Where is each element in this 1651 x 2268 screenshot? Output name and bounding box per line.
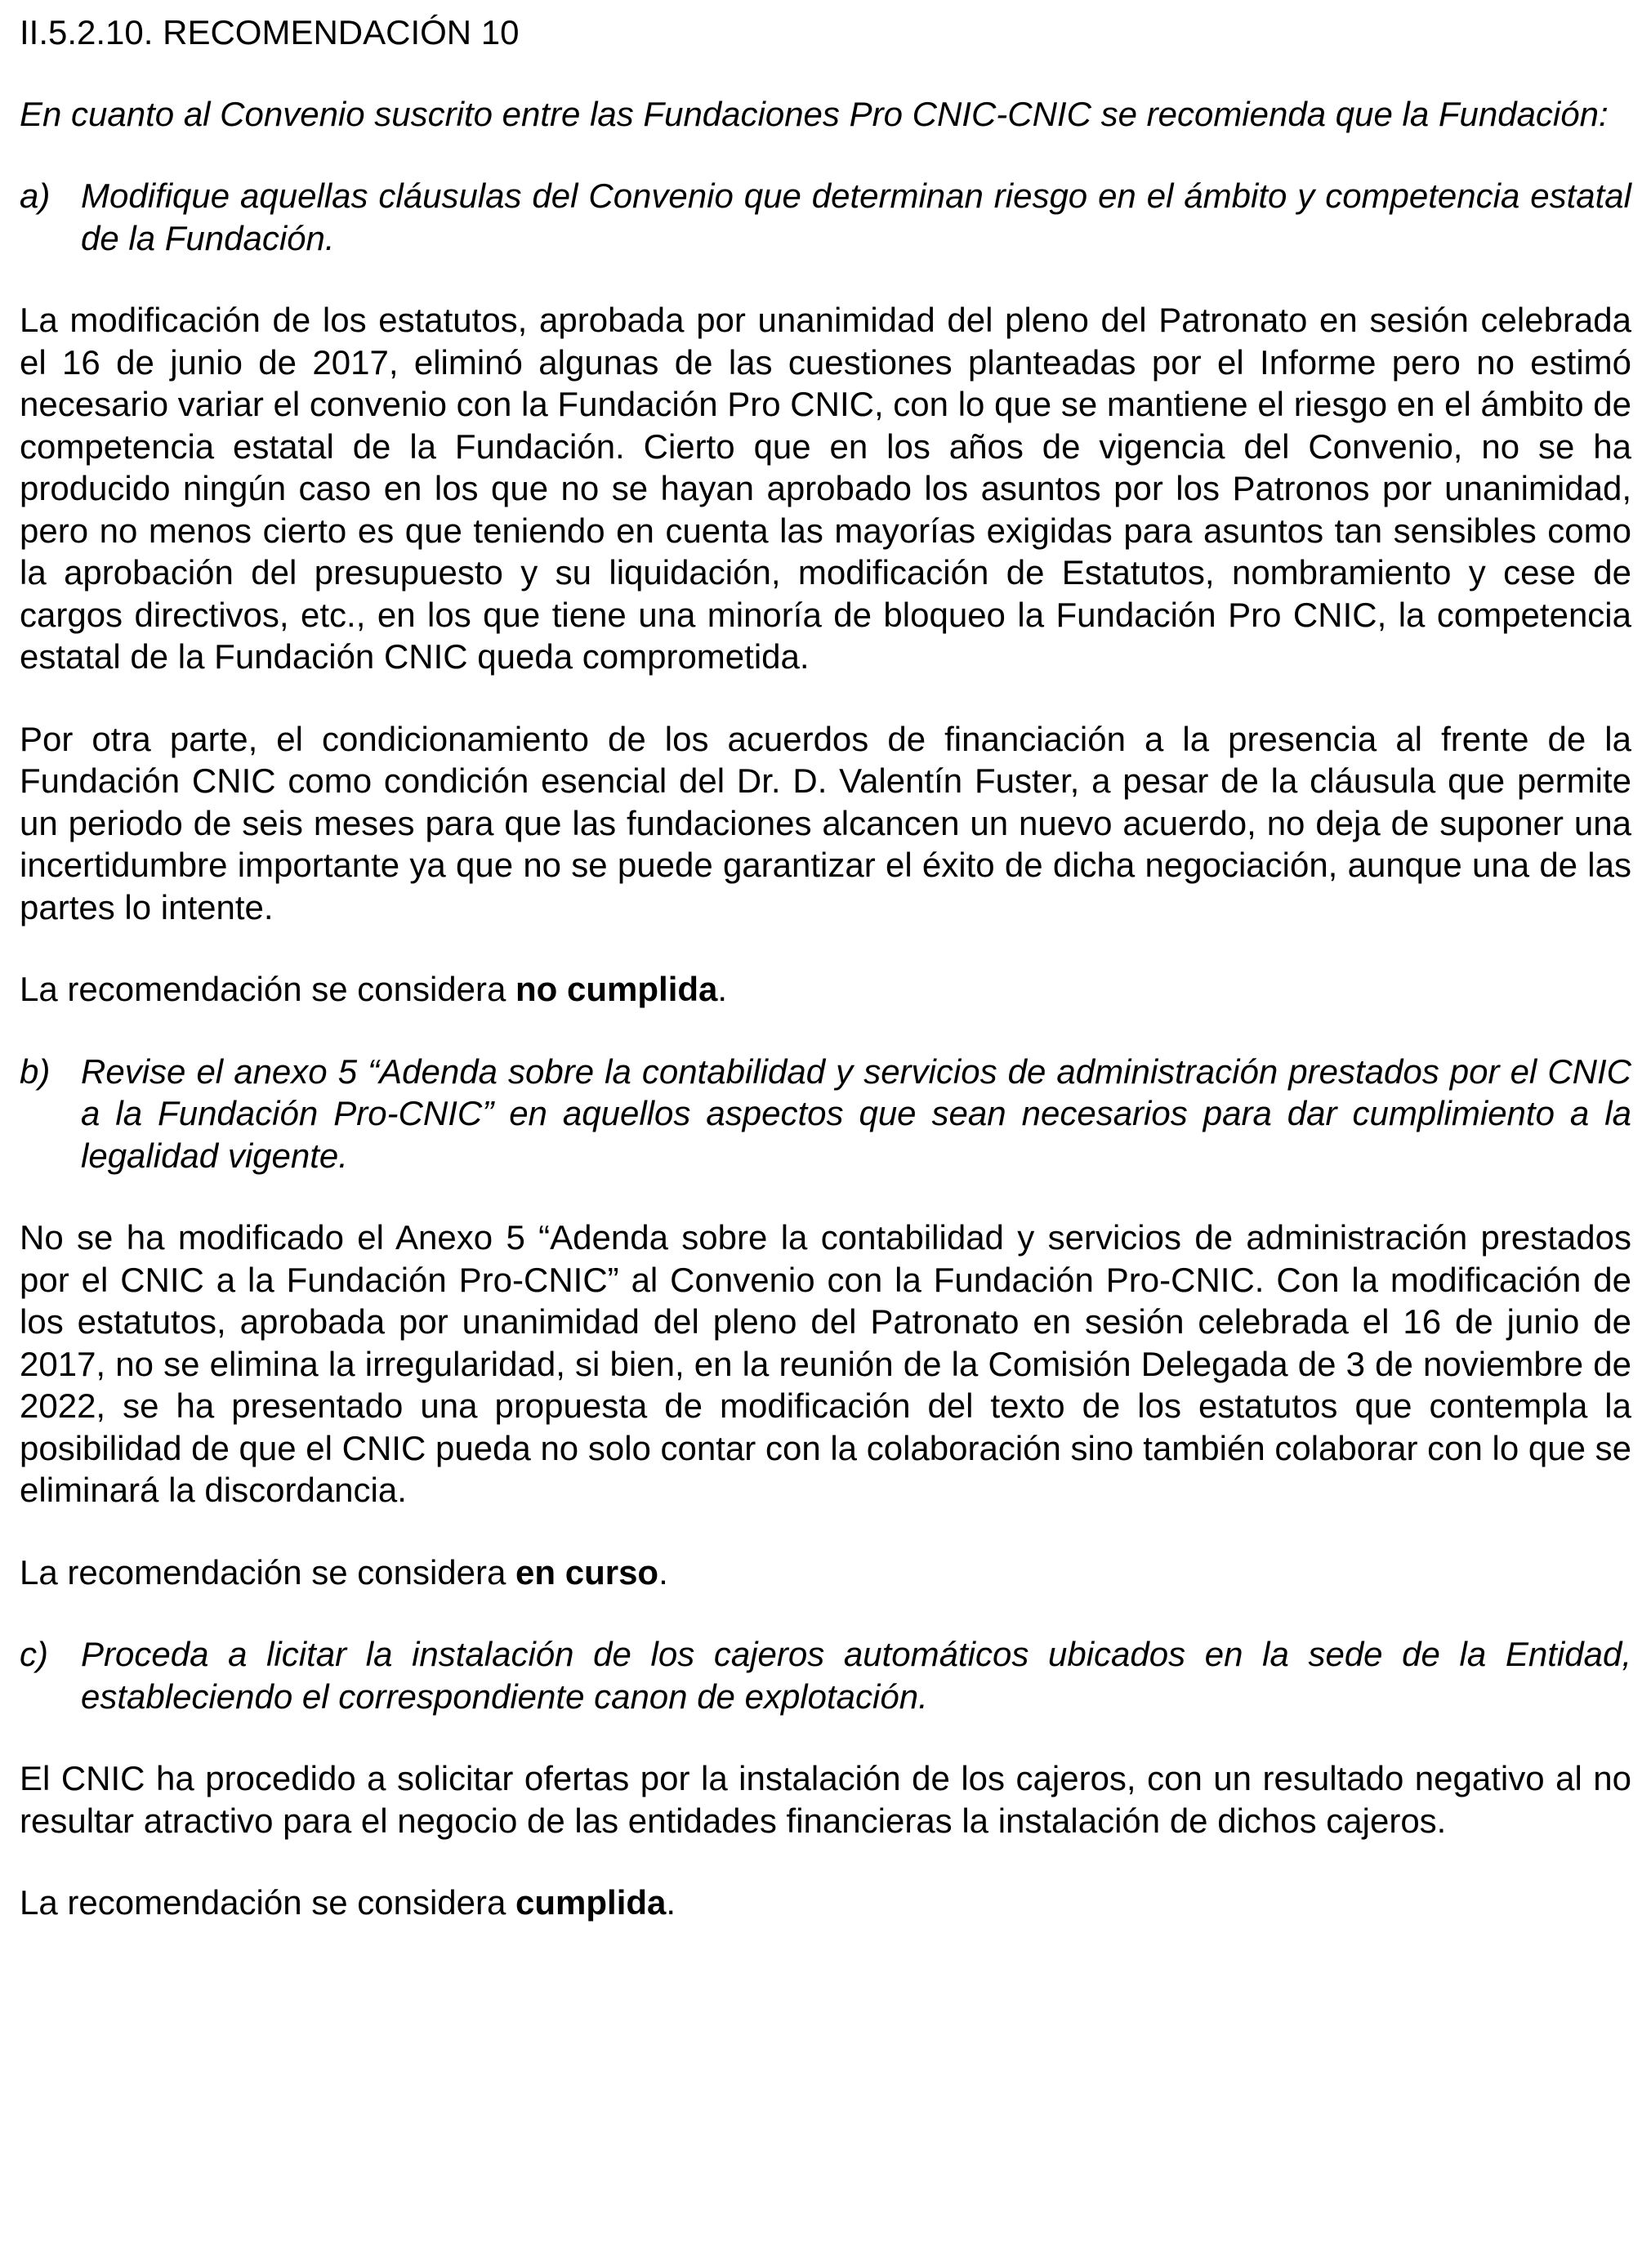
verdict-c xyxy=(20,1882,1631,1924)
paragraph-b1: No se ha modificado el Anexo 5 “Adenda sobre la contabilidad y servicios de administración prestados por el CNIC a la Fundación Pro-CNIC” al Convenio con la Fundación Pro-CNIC. Con la modificación de los estatutos, aprobada por unanimidad del pleno del Patronato en sesión celebrada el 16 de junio de 2017, no se elimina la irregularidad, si bien, en la reunión de la Comisión Delegada de 3 de noviembre de 2022, se ha presentado una propuesta de modificación del texto de los estatutos que contempla la posibilidad de que el CNIC pueda no solo contar con la colaboración sino también colaborar con lo que se eliminará la discordancia. xyxy=(20,1218,1631,1509)
verdict-a-status: no cumplida xyxy=(515,970,718,1008)
verdict-b-status: en curso xyxy=(515,1552,659,1592)
verdict-a-prefix: La recomendación se considera xyxy=(20,970,516,1008)
verdict-a-suffix: . xyxy=(717,970,728,1008)
verdict-c-suffix: . xyxy=(666,1883,676,1922)
section-heading: II.5.2.10. RECOMENDACIÓN 10 xyxy=(20,13,520,51)
verdict-b-suffix: . xyxy=(658,1552,668,1592)
item-a-text: Modifique aquellas cláusulas del Convenio que determinan riesgo en el ámbito y competencia estatal de la Fundación. xyxy=(81,176,1631,257)
paragraph-c1: El CNIC ha procedido a solicitar ofertas por la instalación de los cajeros, con un resultado negativo al no resultar atractivo para el negocio de las entidades financieras la instalación de dichos cajeros. xyxy=(20,1759,1631,1840)
verdict-a xyxy=(20,968,1631,1011)
verdict-c-status: cumplida xyxy=(515,1883,667,1922)
recommendation-item-a xyxy=(20,175,1631,259)
recommendation-item-b xyxy=(20,1051,1631,1177)
paragraph-a2: Por otra parte, el condicionamiento de los acuerdos de financiación a la presencia al frente de la Fundación CNIC como condición esencial del Dr. D. Valentín Fuster, a pesar de la cláusula que permite un periodo de seis meses para que las fundaciones alcancen un nuevo acuerdo, no deja de suponer una incertidumbre importante ya que no se puede garantizar el éxito de dicha negociación, aunque una de las partes lo intente. xyxy=(20,719,1631,926)
recommendation-item-c xyxy=(20,1633,1631,1717)
verdict-c-prefix: La recomendación se considera xyxy=(20,1883,516,1922)
item-a-marker: a) xyxy=(20,176,51,215)
item-c-text: Proceda a licitar la instalación de los cajeros automáticos ubicados en la sede de la Entidad, estableciendo el correspondiente canon de explotación. xyxy=(81,1635,1631,1716)
paragraph-a1: La modificación de los estatutos, aprobada por unanimidad del pleno del Patronato en sesión celebrada el 16 de junio de 2017, eliminó algunas de las cuestiones planteadas por el Informe pero no estimó necesario variar el convenio con la Fundación Pro CNIC, con lo que se mantiene el riesgo en el ámbito de competencia estatal de la Fundación. Cierto que en los años de vigencia del Convenio, no se ha producido ningún caso en los que no se hayan aprobado los asuntos por los Patronos por unanimidad, pero no menos cierto es que teniendo en cuenta las mayorías exigidas para asuntos tan sensibles como la aprobación del presupuesto y su liquidación, modificación de Estatutos, nombramiento y cese de cargos directivos, etc., en los que tiene una minoría de bloqueo la Fundación Pro CNIC, la competencia estatal de la Fundación CNIC queda comprometida. xyxy=(20,301,1631,676)
item-c-marker: c) xyxy=(20,1635,48,1673)
intro-paragraph: En cuanto al Convenio suscrito entre las Fundaciones Pro CNIC-CNIC se recomienda que la Fundación: xyxy=(20,94,1609,133)
verdict-b-prefix: La recomendación se considera xyxy=(20,1552,516,1592)
item-b-marker: b) xyxy=(20,1051,51,1091)
verdict-b xyxy=(20,1551,1631,1594)
document-page xyxy=(20,11,1631,1964)
item-b-text: Revise el anexo 5 “Adenda sobre la contabilidad y servicios de administración prestados por el CNIC a la Fundación Pro-CNIC” en aquellos aspectos que sean necesarios para dar cumplimiento a la legalidad vigente. xyxy=(81,1051,1631,1175)
